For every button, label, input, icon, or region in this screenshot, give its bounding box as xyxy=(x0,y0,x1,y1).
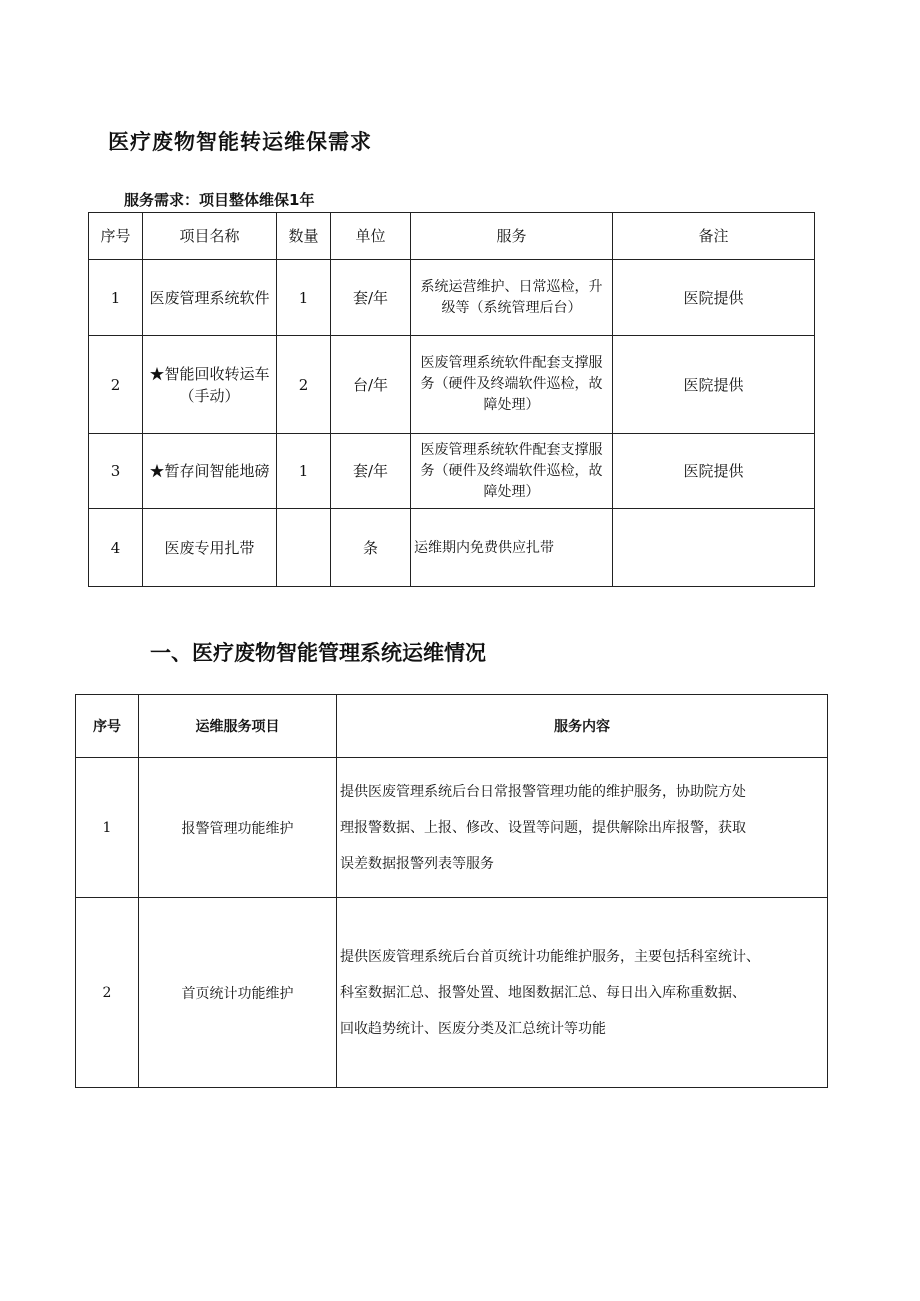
row-number: 1 xyxy=(89,260,143,336)
service-content xyxy=(337,758,828,898)
item-quantity: 1 xyxy=(277,434,331,509)
maintenance-items-table xyxy=(88,212,815,587)
service-requirement: 服务需求：项目整体维保1年 xyxy=(124,191,315,209)
header-cell: 单位 xyxy=(331,213,411,260)
content-line: 理报警数据、上报、修改、设置等问题，提供解除出库报警，获取 xyxy=(340,819,746,836)
item-name: 医废管理系统软件 xyxy=(143,260,277,336)
section-heading: 一、医疗废物智能管理系统运维情况 xyxy=(150,641,486,665)
item-name: 医废专用扎带 xyxy=(143,509,277,587)
header-cell: 运维服务项目 xyxy=(139,695,337,758)
service-item: 报警管理功能维护 xyxy=(139,758,337,898)
header-cell: 序号 xyxy=(89,213,143,260)
content-line: 误差数据报警列表等服务 xyxy=(340,855,494,872)
item-note: 医院提供 xyxy=(613,336,815,434)
item-note xyxy=(613,509,815,587)
item-service: 系统运营维护、日常巡检，升级等（系统管理后台） xyxy=(411,260,613,336)
item-quantity xyxy=(277,509,331,587)
item-service: 运维期内免费供应扎带 xyxy=(411,509,613,587)
item-service: 医废管理系统软件配套支撑服务（硬件及终端软件巡检，故障处理） xyxy=(411,336,613,434)
table-row xyxy=(89,260,815,336)
table-row xyxy=(89,509,815,587)
item-name: ★智能回收转运车（手动） xyxy=(143,336,277,434)
item-unit: 套/年 xyxy=(331,260,411,336)
header-cell: 项目名称 xyxy=(143,213,277,260)
table-header-row xyxy=(76,695,828,758)
table-row xyxy=(89,434,815,509)
row-number: 1 xyxy=(76,758,139,898)
table-header-row xyxy=(89,213,815,260)
header-cell: 序号 xyxy=(76,695,139,758)
service-item: 首页统计功能维护 xyxy=(139,898,337,1088)
item-quantity: 2 xyxy=(277,336,331,434)
row-number: 3 xyxy=(89,434,143,509)
header-cell: 数量 xyxy=(277,213,331,260)
item-service: 医废管理系统软件配套支撑服务（硬件及终端软件巡检，故障处理） xyxy=(411,434,613,509)
row-number: 4 xyxy=(89,509,143,587)
content-line: 科室数据汇总、报警处置、地图数据汇总、每日出入库称重数据、 xyxy=(340,984,746,1001)
content-line: 提供医废管理系统后台日常报警管理功能的维护服务，协助院方处 xyxy=(340,783,746,800)
maintenance-services-table xyxy=(75,694,828,1088)
item-unit: 条 xyxy=(331,509,411,587)
header-cell: 服务 xyxy=(411,213,613,260)
table-row xyxy=(89,336,815,434)
header-cell: 服务内容 xyxy=(337,695,828,758)
row-number: 2 xyxy=(76,898,139,1088)
item-unit: 台/年 xyxy=(331,336,411,434)
row-number: 2 xyxy=(89,336,143,434)
content-line: 回收趋势统计、医废分类及汇总统计等功能 xyxy=(340,1020,606,1037)
item-name: ★暂存间智能地磅 xyxy=(143,434,277,509)
header-cell: 备注 xyxy=(613,213,815,260)
service-content xyxy=(337,898,828,1088)
content-line: 提供医废管理系统后台首页统计功能维护服务，主要包括科室统计、 xyxy=(340,948,760,965)
document-title: 医疗废物智能转运维保需求 xyxy=(108,130,372,154)
item-note: 医院提供 xyxy=(613,260,815,336)
table-row xyxy=(76,758,828,898)
item-unit: 套/年 xyxy=(331,434,411,509)
item-note: 医院提供 xyxy=(613,434,815,509)
item-quantity: 1 xyxy=(277,260,331,336)
table-row xyxy=(76,898,828,1088)
